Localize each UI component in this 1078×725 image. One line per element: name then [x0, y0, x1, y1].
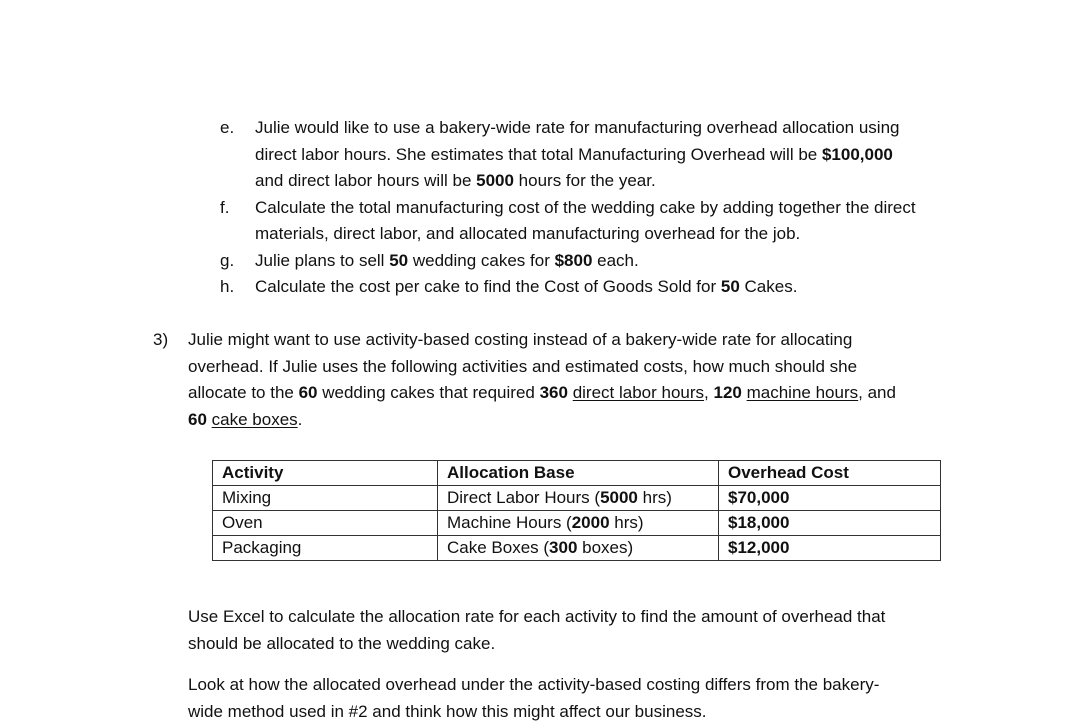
- text-run: ,: [704, 383, 714, 402]
- bold-value: 5000: [476, 171, 514, 190]
- text-line: [188, 407, 1033, 434]
- text-run: allocate to the: [188, 383, 299, 402]
- overhead-cost-cell: $12,000: [719, 536, 941, 561]
- column-header-activity: Activity: [213, 461, 438, 486]
- bold-value: 2000: [571, 513, 610, 532]
- text-run: Cake Boxes (: [447, 538, 550, 557]
- paragraph-line: Look at how the allocated overhead under the activity-based costing differs from the bakery-: [188, 675, 880, 694]
- text-run: Direct Labor Hours (: [447, 488, 601, 507]
- text-line: [255, 142, 1020, 169]
- paragraph-line: should be allocated to the wedding cake.: [188, 633, 496, 653]
- table-row: [213, 536, 941, 561]
- underlined-term: machine hours: [746, 383, 859, 402]
- text-line: [188, 380, 1033, 407]
- text-line: [255, 221, 1020, 248]
- list-item: [220, 195, 1020, 248]
- table-row: [213, 486, 941, 511]
- text-run: Cakes.: [739, 277, 798, 296]
- text-line: [188, 354, 1033, 381]
- bold-value: 60: [188, 409, 207, 429]
- column-header-allocation-base: Allocation Base: [438, 461, 719, 486]
- list-item-text: [255, 274, 1020, 301]
- column-header-overhead-cost: Overhead Cost: [719, 461, 941, 486]
- part2-sublist: [220, 115, 1020, 301]
- activity-cell: Packaging: [213, 536, 438, 561]
- text-run: hrs): [637, 488, 672, 507]
- overhead-cost-cell: $70,000: [719, 486, 941, 511]
- allocation-base-cell: [438, 536, 719, 561]
- text-run: hrs): [609, 513, 644, 532]
- bold-value: 50: [720, 277, 740, 296]
- text-line: [255, 195, 1020, 222]
- bold-value: $100,000: [821, 144, 893, 164]
- text-run: , and: [858, 383, 896, 402]
- list-marker: h.: [220, 277, 235, 296]
- list-marker: g.: [220, 250, 235, 270]
- bold-value: 5000: [600, 488, 638, 507]
- text-run: overhead. If Julie uses the following activities and estimated costs, how much should she: [188, 356, 858, 376]
- bold-value: 300: [549, 538, 578, 557]
- text-run: Julie plans to sell: [255, 250, 390, 270]
- text-run: hours for the year.: [513, 171, 656, 190]
- text-run: and direct labor hours will be: [255, 171, 477, 190]
- allocation-base-cell: [438, 486, 719, 511]
- list-marker: e.: [220, 118, 235, 137]
- text-run: boxes): [577, 538, 634, 557]
- bold-value: 360: [539, 383, 568, 402]
- question-text: [188, 327, 1033, 433]
- activity-cell: Oven: [213, 511, 438, 536]
- table-header-row: [213, 461, 941, 486]
- underlined-term: cake boxes: [211, 409, 298, 429]
- text-run: Julie might want to use activity-based costing instead of a bakery-wide rate for allocating: [188, 330, 853, 349]
- table-row: [213, 511, 941, 536]
- list-marker: f.: [220, 197, 230, 217]
- list-item: [220, 248, 1020, 275]
- text-run: .: [297, 409, 303, 429]
- text-run: direct labor hours. She estimates that total Manufacturing Overhead will be: [255, 144, 822, 164]
- text-run: wedding cakes that required: [317, 383, 540, 402]
- paragraph-line: Use Excel to calculate the allocation rate for each activity to find the amount of overhead that: [188, 607, 886, 626]
- list-item-text: [255, 195, 1020, 248]
- instruction-paragraph-excel: [188, 604, 988, 657]
- text-run: Julie would like to use a bakery-wide rate for manufacturing overhead allocation using: [255, 118, 900, 137]
- overhead-cost-cell: $18,000: [719, 511, 941, 536]
- paragraph-line: wide method used in #2 and think how this might affect our business.: [188, 701, 707, 721]
- list-item-text: [255, 115, 1020, 195]
- text-run: Calculate the total manufacturing cost of the wedding cake by adding together the direct: [255, 197, 916, 217]
- text-line: [255, 248, 1020, 275]
- text-run: each.: [592, 250, 639, 270]
- activity-cell: Mixing: [213, 486, 438, 511]
- activity-table: [212, 460, 941, 561]
- text-line: [188, 327, 1033, 354]
- text-run: wedding cakes for: [408, 250, 555, 270]
- bold-value: 120: [713, 383, 742, 402]
- bold-value: 50: [389, 250, 409, 270]
- bold-value: $800: [554, 250, 593, 270]
- text-line: [255, 168, 1020, 195]
- underlined-term: direct labor hours: [572, 383, 705, 402]
- text-line: [255, 115, 1020, 142]
- question-3: [153, 327, 1033, 433]
- text-run: Machine Hours (: [447, 513, 572, 532]
- text-run: Calculate the cost per cake to find the Cost of Goods Sold for: [255, 277, 721, 296]
- instruction-paragraph-compare: [188, 672, 988, 725]
- list-item: [220, 274, 1020, 301]
- bold-value: 60: [298, 383, 318, 402]
- list-item-text: [255, 248, 1020, 275]
- question-number: 3): [153, 330, 169, 349]
- text-run: materials, direct labor, and allocated manufacturing overhead for the job.: [255, 224, 801, 243]
- text-line: [255, 274, 1020, 301]
- list-item: [220, 115, 1020, 195]
- allocation-base-cell: [438, 511, 719, 536]
